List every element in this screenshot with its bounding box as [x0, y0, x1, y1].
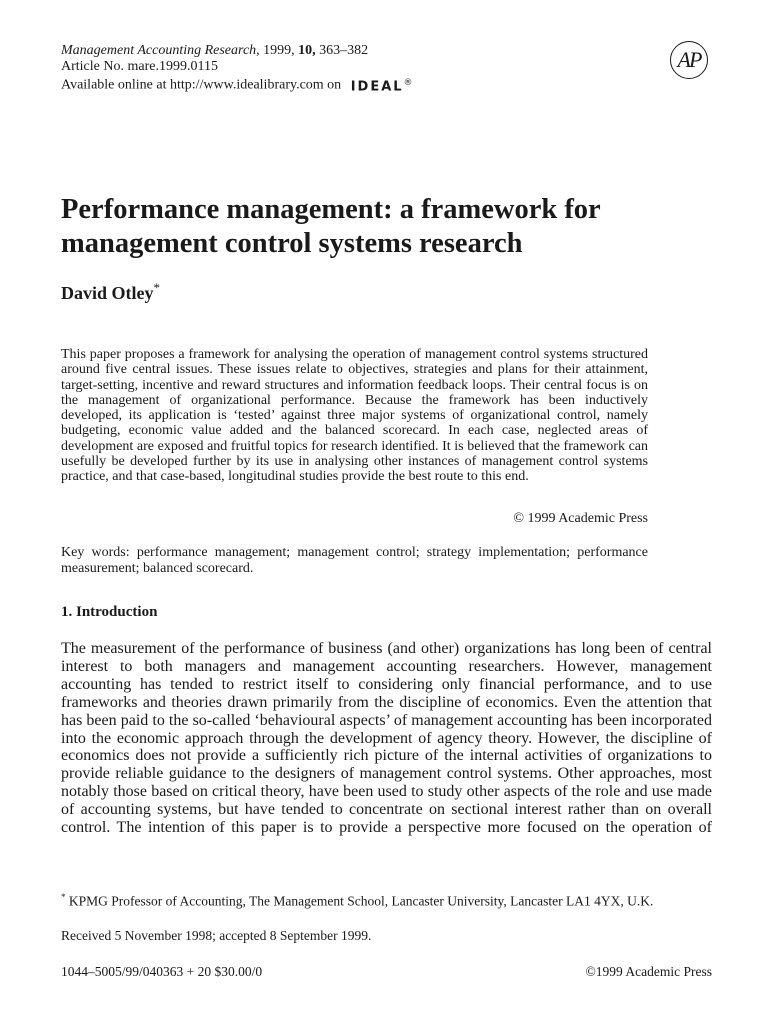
intro-paragraph: The measurement of the performance of business (and other) organizations has long been of central interest to both managers and management accounting researchers. However, management accounting has tended to restrict itself to considering only financial performance, and to use frameworks and theories drawn primarily from the discipline of economics. Even the attention that has been paid to the so-called ‘behavioural aspects’ of management accounting has been incorporated into the economic approach through the development of agency theory. However, the discipline of economics does not provide a sufficiently rich picture of the internal activities of organizations to provide reliable guidance to the designers of management control systems. Other approaches, most notably those based on critical theory, have been used to study other aspects of the role and use made of accounting systems, but have tended to concentrate on sectional interest rather than on overall control. The intention of this paper is to provide a perspective more focused on the operation of: [61, 640, 712, 837]
availability-line: [61, 75, 413, 95]
citation-line: [61, 43, 413, 59]
journal-volume: 10,: [298, 43, 316, 58]
abstract-copyright: © 1999 Academic Press: [513, 511, 648, 526]
footnote: [61, 890, 712, 909]
journal-pages: 363–382: [319, 43, 369, 58]
section-heading: 1. Introduction: [61, 604, 158, 620]
availability-text: Available online at http://www.idealibrary.com on: [61, 77, 342, 93]
footer-copyright: ©1999 Academic Press: [585, 964, 712, 979]
journal-year: 1999,: [263, 43, 295, 58]
author-name: David Otley: [61, 283, 154, 303]
registered-mark: ®: [403, 78, 413, 88]
issn-code: 1044–5005/99/040363 + 20 $30.00/0: [61, 964, 263, 979]
received-date: Received 5 November 1998; accepted 8 September 1999.: [61, 928, 372, 943]
academic-press-logo: AP: [670, 41, 708, 79]
ideal-logo-text: IDEAL: [350, 79, 404, 95]
footnote-text: KPMG Professor of Accounting, The Management School, Lancaster University, Lancaster LA1 4YX, U.K.: [68, 893, 654, 909]
paper-title: Performance management: a framework for management control systems research: [61, 194, 601, 259]
author-footnote-mark: *: [153, 280, 160, 295]
journal-name: Management Accounting Research,: [61, 43, 260, 58]
keywords: Key words: performance management; management control; strategy implementation; performance measurement; balanced scorecard.: [61, 545, 648, 576]
author: [61, 280, 160, 304]
article-number: Article No. mare.1999.0115: [61, 59, 218, 74]
journal-header: [61, 43, 413, 95]
ideal-logo: [351, 75, 413, 95]
abstract: This paper proposes a framework for analysing the operation of management control systems structured around five central issues. These issues relate to objectives, strategies and plans for their attainment, target-setting, incentive and reward structures and information feedback loops. Their central focus is on the management of organizational performance. Because the framework has been inductively developed, its application is ‘tested’ against three major systems of organizational control, namely budgeting, economic value added and the balanced scorecard. In each case, neglected areas of development are exposed and fruitful topics for research identified. It is believed that the framework can usefully be developed further by its use in analysing other instances of management control systems practice, and that case-based, longitudinal studies provide the best route to this end.: [61, 347, 648, 484]
footnote-mark: *: [61, 892, 66, 902]
